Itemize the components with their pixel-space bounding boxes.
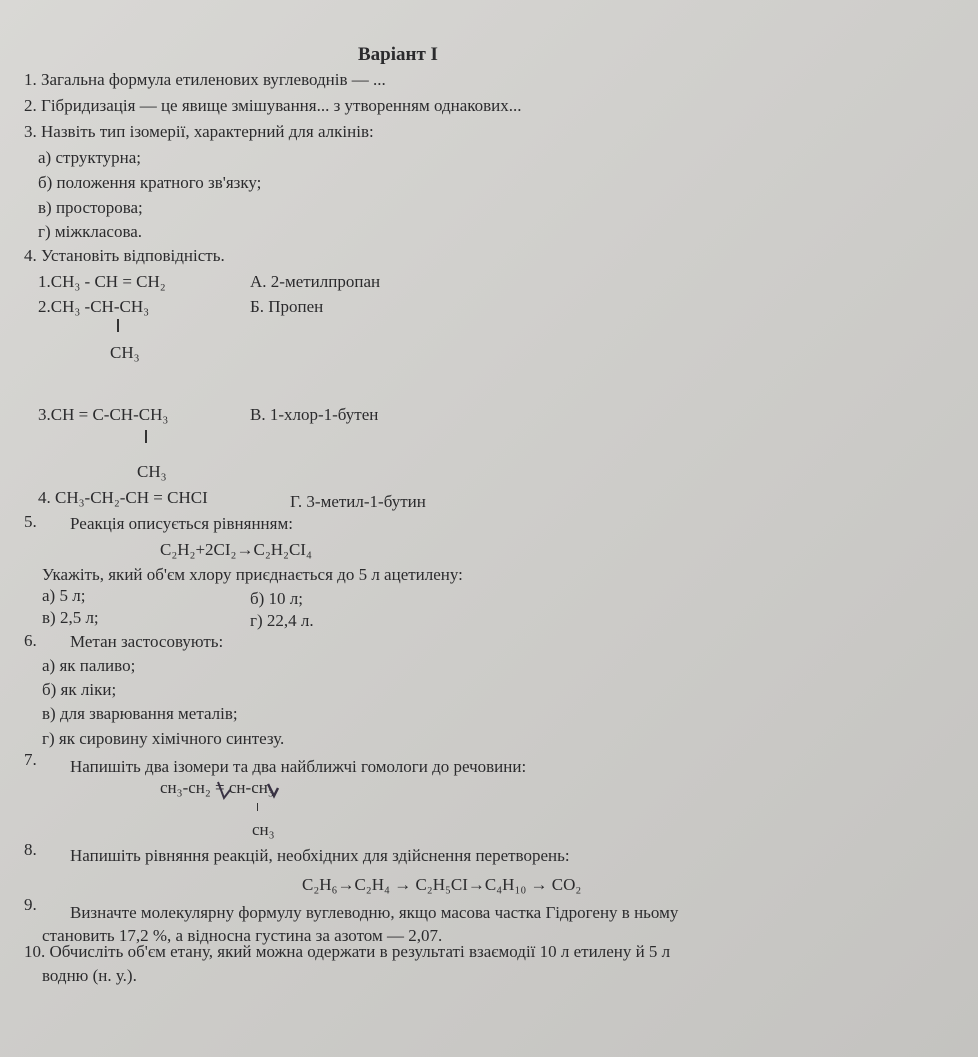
q5-question: Укажіть, який об'єм хлору приєднається до 5 л ацетилену: bbox=[42, 565, 463, 584]
q5-option-c: в) 2,5 л; bbox=[42, 608, 99, 627]
q3-option-a: а) структурна; bbox=[38, 148, 142, 167]
question-6: Метан застосовують: bbox=[70, 632, 224, 651]
question-1: 1. Загальна формула етиленових вуглеводнів — ... bbox=[24, 70, 386, 89]
question-9-number: 9. bbox=[24, 895, 37, 914]
question-7-number: 7. bbox=[24, 750, 37, 769]
q3-option-d: г) міжкласова. bbox=[38, 222, 143, 241]
q4-formula-3-substituent: CH₃ bbox=[137, 462, 167, 481]
bond-line bbox=[145, 430, 147, 443]
q5-equation: C₂H₂+2CI₂→C₂H₂CI₄ bbox=[160, 540, 312, 559]
question-7: Напишіть два ізомери та два найближчі гомологи до речовини: bbox=[70, 757, 527, 776]
question-9-cont: становить 17,2 %, а відносна густина за азотом — 2,07. bbox=[42, 926, 443, 945]
q6-option-b: б) як ліки; bbox=[42, 680, 117, 699]
q4-name-d: Г. 3-метил-1-бутин bbox=[290, 492, 426, 511]
q4-name-b: Б. Пропен bbox=[250, 297, 324, 316]
question-8: Напишіть рівняння реакцій, необхідних для здійснення перетворень: bbox=[70, 846, 570, 865]
q6-option-d: г) як сировину хімічного синтезу. bbox=[42, 729, 285, 748]
q6-option-c: в) для зварювання металів; bbox=[42, 704, 238, 723]
q5-option-d: г) 22,4 л. bbox=[250, 611, 314, 630]
question-3: 3. Назвіть тип ізомерії, характерний для алкінів: bbox=[24, 122, 374, 141]
q4-name-c: В. 1-хлор-1-бутен bbox=[250, 405, 379, 424]
q4-formula-1: 1.CH₃ - CH = CH₂ bbox=[38, 272, 166, 291]
q4-formula-2-substituent: CH₃ bbox=[110, 343, 140, 362]
question-10: 10. Обчисліть об'єм етану, який можна одержати в результаті взаємодії 10 л етилену й 5 л bbox=[24, 942, 671, 961]
q7-substituent: сн₃ bbox=[252, 820, 275, 839]
bond-line bbox=[117, 319, 119, 332]
q4-name-a: А. 2-метилпропан bbox=[250, 272, 381, 291]
question-2: 2. Гібридизація — це явище змішування... з утворенням однакових... bbox=[24, 96, 522, 115]
question-6-number: 6. bbox=[24, 631, 37, 650]
q4-formula-4: 4. CH₃-CH₂-CH = CHCI bbox=[38, 488, 208, 507]
q5-option-b: б) 10 л; bbox=[250, 589, 304, 608]
q3-option-c: в) просторова; bbox=[38, 198, 143, 217]
q4-formula-3: 3.CH = C-CH-CH₃ bbox=[38, 405, 169, 424]
question-9: Визначте молекулярну формулу вуглеводню, якщо масова частка Гідрогену в ньому bbox=[70, 903, 679, 922]
question-5: Реакція описується рівнянням: bbox=[70, 514, 293, 533]
bond-line bbox=[257, 803, 258, 811]
question-4: 4. Установіть відповідність. bbox=[24, 246, 225, 265]
q5-option-a: а) 5 л; bbox=[42, 586, 86, 605]
question-5-number: 5. bbox=[24, 512, 37, 531]
q8-chain: C₂H₆→C₂H₄ → C₂H₅CI→C₄H₁₀ → CO₂ bbox=[302, 875, 582, 894]
q4-formula-2: 2.CH₃ -CH-CH₃ bbox=[38, 297, 150, 316]
q7-formula: сн₃-сн₂ = сн-сн₃ bbox=[160, 778, 274, 797]
question-8-number: 8. bbox=[24, 840, 37, 859]
question-10-cont: водню (н. у.). bbox=[42, 966, 137, 985]
page-title: Варіант І bbox=[358, 44, 438, 65]
q6-option-a: а) як паливо; bbox=[42, 656, 136, 675]
q3-option-b: б) положення кратного зв'язку; bbox=[38, 173, 262, 192]
